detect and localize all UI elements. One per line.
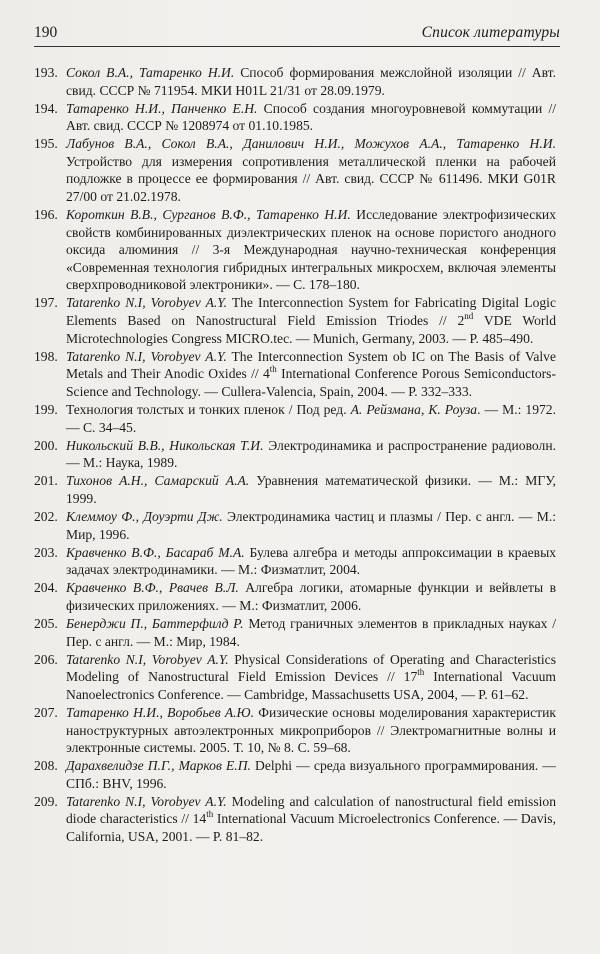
reference-item <box>34 294 556 347</box>
reference-item <box>34 615 556 650</box>
page-number: 190 <box>34 24 58 41</box>
reference-item <box>34 757 556 792</box>
reference-number: 203. <box>34 544 58 560</box>
reference-authors: Tatarenko N.I, Vorobyev A.Y. <box>66 651 229 667</box>
reference-list <box>34 64 556 846</box>
reference-number: 197. <box>34 295 58 311</box>
reference-item <box>34 64 556 99</box>
ordinal-suffix: th <box>269 363 277 374</box>
reference-authors: Кравченко В.Ф., Басараб М.А. <box>66 544 245 560</box>
reference-text: Булева алгебра и методы аппроксимации в краевых задачах электродинамики. — М.: Физматлит, 2004. <box>66 544 556 578</box>
reference-text: Исследование электрофизических свойств комбинированных диэлектрических пленок на основе пористого анодного оксида алюминия // 3-я Международная научно-техническая конференция «Современная технология гибридных интегральных микросхем, включая элементы сверхпроводниковой электроники». — С. 178–180. <box>66 207 556 293</box>
reference-text: The Interconnection System for Fabricating Digital Logic Elements Based on Nanostructural Field Emission Triodes // 2 <box>66 295 556 329</box>
reference-text: Способ создания многоуровневой коммутации // Авт. свид. СССР № 1208974 от 01.10.1985. <box>66 100 556 134</box>
running-title: Список литературы <box>421 24 560 41</box>
reference-number: 209. <box>34 793 58 809</box>
reference-item <box>34 579 556 614</box>
reference-text: Метод граничных элементов в прикладных науках / Пер. с англ. — М.: Мир, 1984. <box>66 616 556 649</box>
reference-number: 200. <box>34 437 58 453</box>
reference-text: Уравнения математической физики. — М.: МГУ, 1999. <box>66 473 557 506</box>
reference-authors: Татаренко Н.И., Панченко Е.Н. <box>66 100 258 116</box>
reference-authors: Tatarenko N.I, Vorobyev A.Y. <box>66 295 227 311</box>
reference-authors: Сокол В.А., Татаренко Н.И. <box>66 65 235 80</box>
reference-authors: Кравченко В.Ф., Рвачев В.Л. <box>66 580 239 596</box>
reference-number: 195. <box>34 136 58 152</box>
reference-text: Электродинамика и распространение радиоволн. — М.: Наука, 1989. <box>66 437 556 471</box>
reference-number: 196. <box>34 207 58 223</box>
reference-authors: Клеммоу Ф., Доуэрти Дж. <box>66 509 223 525</box>
reference-text: Physical Considerations of Operating and Characteristics Modeling of Nanostructural Field Emission Devices // 17 <box>66 651 556 685</box>
reference-item <box>34 704 556 757</box>
reference-authors: Лабунов В.А., Сокол В.А., Данилович Н.И., Можухов А.А., Татаренко Н.И. <box>66 136 556 152</box>
reference-item <box>34 544 556 579</box>
reference-authors: Дарахвелидзе П.Г., Марков Е.П. <box>66 758 251 774</box>
reference-text-continued: . — М.: 1972. — С. 34–45. <box>66 401 556 435</box>
reference-authors: Тихонов А.Н., Самарский А.А. <box>66 473 250 489</box>
reference-text-continued: VDE World Microtechnologies Congress MICRO.tec. — Munich, Germany, 2003. — P. 485–490. <box>66 313 556 346</box>
reference-text: Delphi — среда визуального программирования. — СПб.: BHV, 1996. <box>66 758 556 791</box>
reference-number: 198. <box>34 348 58 364</box>
reference-item <box>34 135 556 205</box>
reference-text: Modeling and calculation of nanostructural field emission diode characteristics // 14 <box>66 793 556 827</box>
reference-item <box>34 348 556 401</box>
ordinal-suffix: th <box>417 666 425 677</box>
reference-number: 205. <box>34 616 58 632</box>
reference-text: Алгебра логики, атомарные функции и вейвлеты в физических приложениях. — М.: Физматлит, 2006. <box>66 580 556 613</box>
reference-text: Физические основы моделирования характеристик наноструктурных автоэлектронных микроприборов // Электромагнитные волны и электронные системы. 2005. Т. 10, № 8. С. 59–68. <box>66 705 556 756</box>
reference-number: 206. <box>34 651 58 667</box>
reference-text-continued: International Vacuum Microelectronics Conference. — Davis, California, USA, 2001. — P. 81–82. <box>66 811 556 845</box>
reference-text: Устройство для измерения сопротивления металлической пленки на рабочей подложке в процессе ее формирования // Авт. свид. СССР № 611496. МКИ G01R 27/00 от 21.02.1978. <box>66 153 556 205</box>
page-header <box>34 24 560 47</box>
reference-text: Способ формирования межслойной изоляции // Авт. свид. СССР № 711954. МКИ H01L 21/31 от 28.09.1979. <box>66 65 556 98</box>
reference-authors: Tatarenko N.I, Vorobyev A.Y. <box>66 793 227 809</box>
reference-item <box>34 508 556 543</box>
reference-number: 208. <box>34 758 58 774</box>
reference-item <box>34 793 556 846</box>
reference-number: 194. <box>34 100 58 116</box>
reference-number: 201. <box>34 473 58 489</box>
reference-number: 202. <box>34 509 58 525</box>
reference-authors: Бенерджи П., Баттерфилд Р. <box>66 616 244 632</box>
ordinal-suffix: nd <box>464 310 474 321</box>
reference-text: Электродинамика частиц и плазмы / Пер. с англ. — М.: Мир, 1996. <box>66 509 557 542</box>
reference-item <box>34 100 556 135</box>
reference-item <box>34 437 556 472</box>
reference-text-continued: International Vacuum Nanoelectronics Conference. — Cambridge, Massachusetts USA, 2004, — P. 61–62. <box>66 669 556 702</box>
reference-number: 204. <box>34 580 58 596</box>
ordinal-suffix: th <box>206 808 214 819</box>
reference-item <box>34 472 556 507</box>
reference-item <box>34 206 556 294</box>
reference-item <box>34 651 556 704</box>
reference-text: The Interconnection System ob IC on The Basis of Valve Metals and Their Anodic Oxides // 4 <box>66 348 556 382</box>
reference-number: 207. <box>34 705 58 720</box>
reference-number: 193. <box>34 65 58 80</box>
reference-authors: Никольский В.В., Никольская Т.И. <box>66 437 264 453</box>
reference-text: Технология толстых и тонких пленок / Под ред. <box>66 401 351 417</box>
reference-authors: Tatarenko N.I, Vorobyev A.Y. <box>66 348 227 364</box>
reference-number: 199. <box>34 401 58 417</box>
reference-editors: А. Рейзмана, К. Роуза <box>350 401 478 417</box>
reference-item <box>34 401 556 436</box>
reference-authors: Короткин В.В., Сурганов В.Ф., Татаренко Н.И. <box>66 207 351 223</box>
reference-authors: Татаренко Н.И., Воробьев А.Ю. <box>66 705 254 720</box>
reference-text-continued: International Conference Porous Semiconductors-Science and Technology. — Cullera-Valencia, Spain, 2004. — P. 332–333. <box>66 366 556 399</box>
